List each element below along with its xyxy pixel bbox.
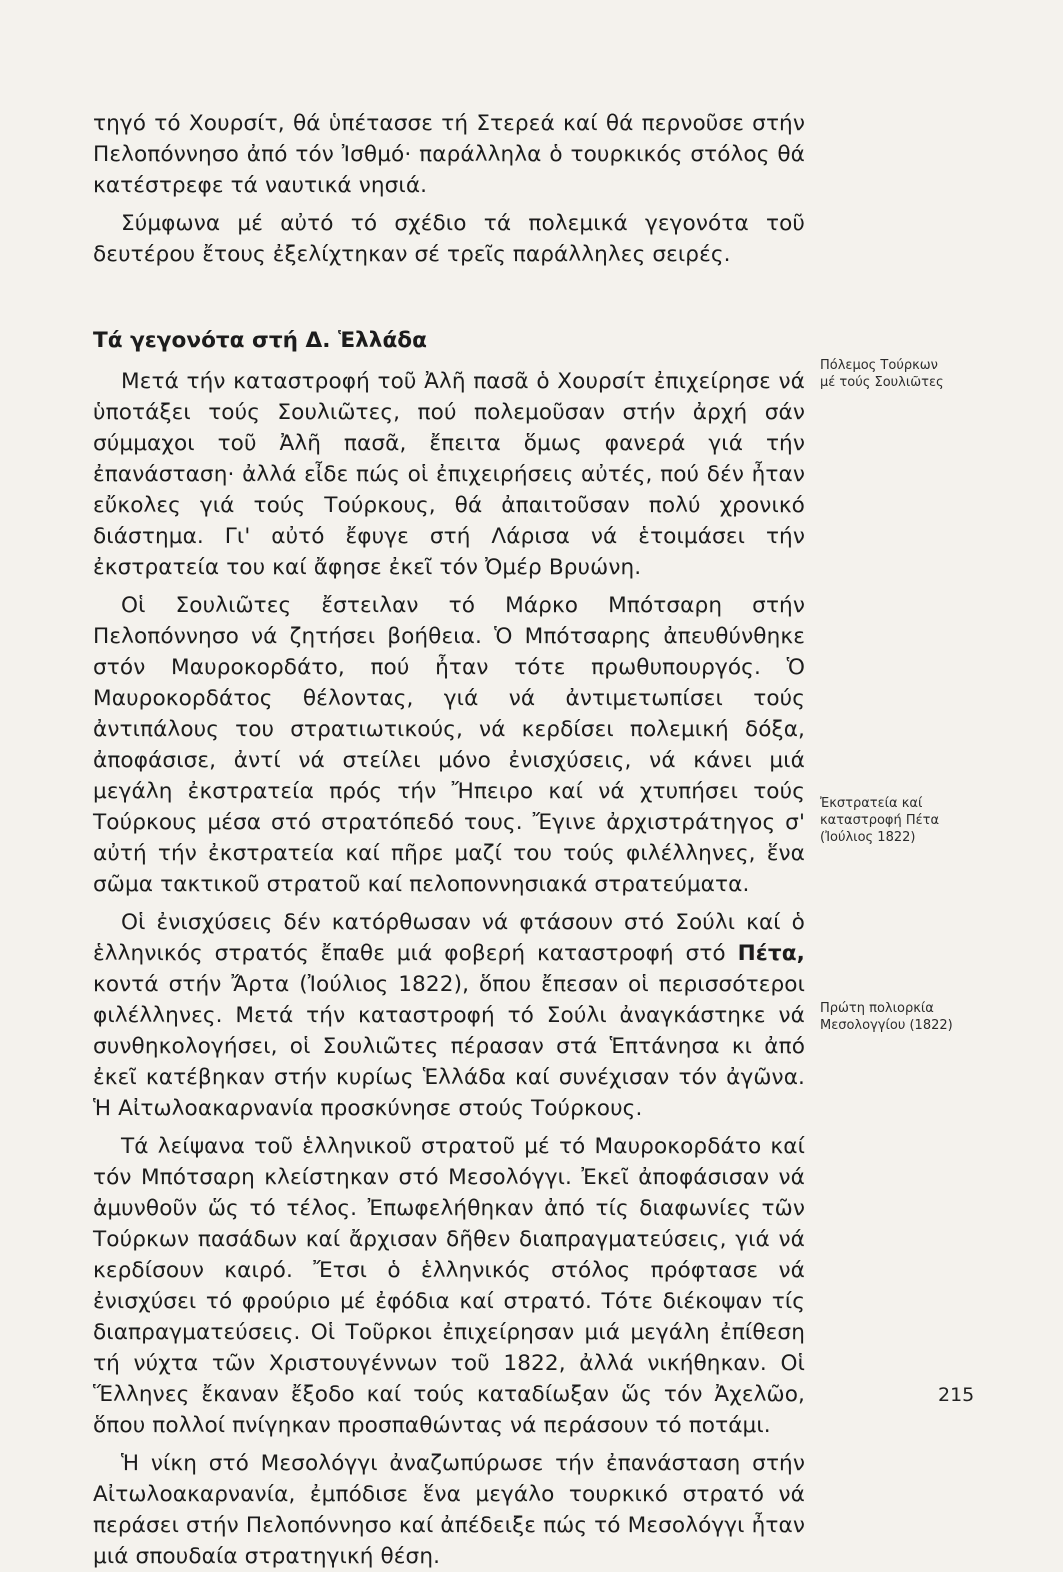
- margin-note-mesolonghi: [820, 1000, 990, 1034]
- peta-text-after: κοντά στήν Ἄρτα (Ἰούλιος 1822), ὅπου ἔπεσαν οἱ περισσότεροι φιλέλληνες. Μετά τήν καταστροφή τό Σούλι ἀναγκάστηκε νά συνθηκολογήσει, οἱ Σουλιῶτες πέρασαν στά Ἑπτάνησα κι ἀπό ἐκεῖ κατέβηκαν στήν κυρίως Ἑλλάδα καί συνέχισαν τόν ἀγῶνα. Ἡ Αἰτωλοακαρνανία προσκύνησε στούς Τούρκους.: [93, 972, 805, 1121]
- section-heading: Τά γεγονότα στή Δ. Ἑλλάδα: [93, 328, 427, 353]
- margin-note-line: μέ τούς Σουλιῶτες: [820, 375, 944, 390]
- peta-text-before: Οἱ ἐνισχύσεις δέν κατόρθωσαν νά φτάσουν στό Σούλι καί ὁ ἑλληνικός στρατός ἔπαθε μιά φοβερή καταστροφή στό: [93, 910, 805, 966]
- paragraph-mesolonghi-victory: Ἡ νίκη στό Μεσολόγγι ἀναζωπύρωσε τήν ἐπανάσταση στήν Αἰτωλοακαρνανία, ἐμπόδισε ἕνα μεγάλο τουρκικό στρατό νά περάσει στήν Πελοπόννησο καί ἀπέδειξε πώς τό Μεσολόγγι ἦταν μιά σπουδαία στρατηγική θέση.: [93, 1451, 805, 1569]
- peta-bold-term: Πέτα,: [737, 941, 805, 966]
- paragraph-souliotes: Μετά τήν καταστροφή τοῦ Ἀλῆ πασᾶ ὁ Χουρσίτ ἐπιχείρησε νά ὑποτάξει τούς Σουλιῶτες, πού πολεμοῦσαν στήν ἀρχή σάν σύμμαχοι τοῦ Ἀλῆ πασᾶ, ἔπειτα ὅμως φανερά γιά τήν ἐπανάσταση· ἀλλά εἶδε πώς οἱ ἐπιχειρήσεις αὐτές, πού δέν ἦταν εὔκολες γιά τούς Τούρκους, θά ἀπαιτοῦσαν πολύ χρονικό διάστημα. Γι' αὐτό ἔφυγε στή Λάρισα νά ἑτοιμάσει τήν ἐκστρατεία του καί ἄφησε ἐκεῖ τόν Ὀμέρ Βρυώνη.: [93, 369, 805, 580]
- paragraph-peta: [93, 907, 805, 1124]
- margin-note-line: Πρώτη πολιορκία: [820, 1001, 934, 1016]
- margin-note-peta: [820, 795, 990, 846]
- margin-note-souliotes: [820, 357, 990, 391]
- margin-note-line: (Ἰούλιος 1822): [820, 830, 916, 845]
- margin-note-line: Ἐκστρατεία καί: [820, 796, 923, 811]
- intro-paragraph-2: Σύμφωνα μέ αὐτό τό σχέδιο τά πολεμικά γεγονότα τοῦ δευτέρου ἔτους ἐξελίχτηκαν σέ τρεῖς παράλληλες σειρές.: [93, 211, 805, 267]
- margin-note-line: Μεσολογγίου (1822): [820, 1018, 953, 1033]
- margin-note-line: καταστροφή Πέτα: [820, 813, 940, 828]
- paragraph-mesolonghi-siege: Τά λείψανα τοῦ ἑλληνικοῦ στρατοῦ μέ τό Μαυροκορδάτο καί τόν Μπότσαρη κλείστηκαν στό Μεσολόγγι. Ἐκεῖ ἀποφάσισαν νά ἀμυνθοῦν ὥς τό τέλος. Ἐπωφελήθηκαν ἀπό τίς διαφωνίες τῶν Τούρκων πασάδων καί ἄρχισαν δῆθεν διαπραγματεύσεις, γιά νά κερδίσουν καιρό. Ἔτσι ὁ ἑλληνικός στόλος πρόφτασε νά ἐνισχύσει τό φρούριο μέ ἐφόδια καί στρατό. Τότε διέκοψαν τίς διαπραγματεύσεις. Οἱ Τοῦρκοι ἐπιχείρησαν μιά μεγάλη ἐπίθεση τή νύχτα τῶν Χριστουγέννων τοῦ 1822, ἀλλά νικήθηκαν. Οἱ Ἕλληνες ἔκαναν ἔξοδο καί τούς καταδίωξαν ὥς τόν Ἀχελῶο, ὅπου πολλοί πνίγηκαν προσπαθώντας νά περάσουν τό ποτάμι.: [93, 1134, 805, 1438]
- paragraph-mavrokordatos: Οἱ Σουλιῶτες ἔστειλαν τό Μάρκο Μπότσαρη στήν Πελοπόννησο νά ζητήσει βοήθεια. Ὁ Μπότσαρης ἀπευθύνθηκε στόν Μαυροκορδάτο, πού ἦταν τότε πρωθυπουργός. Ὁ Μαυροκορδάτος θέλοντας, γιά νά ἀντιμετωπίσει τούς ἀντιπάλους του στρατιωτικούς, νά κερδίσει πολεμική δόξα, ἀποφάσισε, ἀντί νά στείλει μόνο ἐνισχύσεις, νά κάνει μιά μεγάλη ἐκστρατεία πρός τήν Ἤπειρο καί νά χτυπήσει τούς Τούρκους μέσα στό στρατόπεδό τους. Ἔγινε ἀρχιστράτηγος σ' αὐτή τήν ἐκστρατεία καί πῆρε μαζί του τούς φιλέλληνες, ἕνα σῶμα τακτικοῦ στρατοῦ καί πελοποννησιακά στρατεύματα.: [93, 593, 805, 897]
- main-text-column: [93, 108, 805, 1572]
- intro-paragraph-1: τηγό τό Χουρσίτ, θά ὑπέτασσε τή Στερεά καί θά περνοῦσε στήν Πελοπόννησο ἀπό τόν Ἰσθμό· παράλληλα ὁ τουρκικός στόλος θά κατέστρεφε τά ναυτικά νησιά.: [93, 111, 805, 198]
- page-number: 215: [938, 1384, 975, 1406]
- margin-note-line: Πόλεμος Τούρκων: [820, 358, 938, 373]
